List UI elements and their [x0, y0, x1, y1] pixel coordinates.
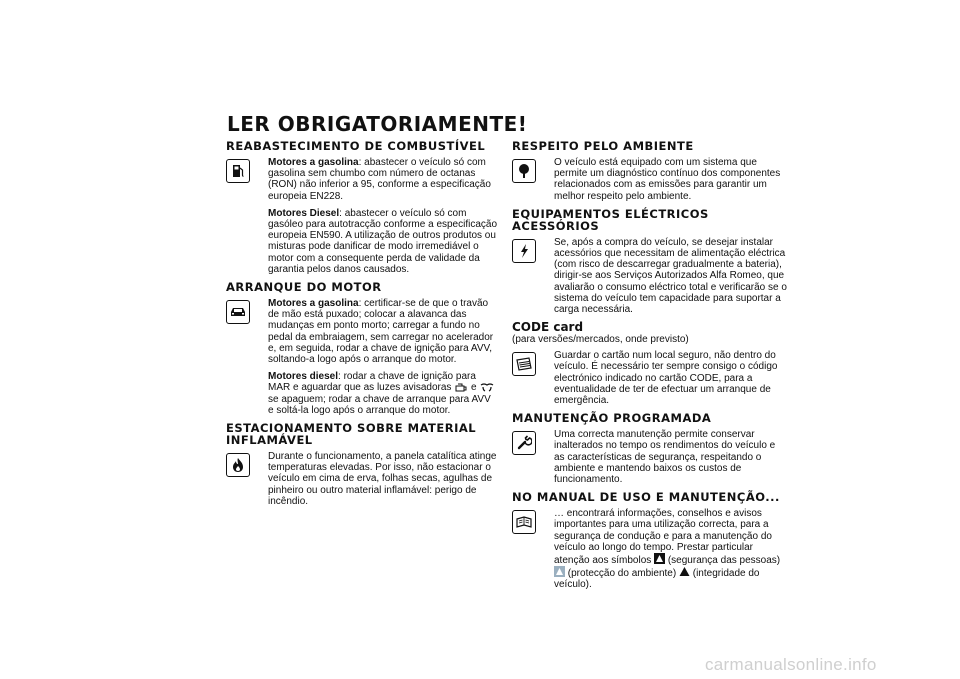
electrical-text: Se, após a compra do veículo, se desejar instalar acessórios que necessitam de alimentação eléctrica (com risco de descarregar gradualmente a bateria), dirigir-se aos Serviços Autorizados Alfa Romeo, que avaliarão o consumo eléctrico total e verificarão se o sistema do veículo tem capacidade para suportar a carga necessária. [554, 236, 787, 316]
car-icon [226, 300, 250, 324]
maintenance-heading: MANUTENÇÃO PROGRAMADA [512, 411, 712, 426]
parking-text: Durante o funcionamento, a panela catalítica atinge temperaturas elevadas. Por isso, não estacionar o veículo em cima de erva, folhas secas, agulhas de pinheiro ou outro material inflamável: perigo de incêndio. [268, 451, 497, 507]
fuel-pump-icon [226, 159, 250, 183]
safety-warning-icon [654, 553, 665, 564]
right-column [512, 140, 788, 597]
code-card-section [512, 321, 788, 412]
parking-heading: ESTACIONAMENTO SOBRE MATERIAL INFLAMÁVEL [226, 421, 477, 448]
parking-section [226, 422, 498, 513]
maintenance-text: Uma correcta manutenção permite conservar inalterados no tempo os rendimentos do veículo e as características de segurança, respeitando o ambiente e mantendo baixos os custos de funcionamento. [554, 429, 776, 486]
book-icon [512, 510, 536, 534]
environment-warning-icon [554, 566, 565, 577]
manual-heading: NO MANUAL DE USO E MANUTENÇÃO... [512, 490, 780, 505]
watermark: carmanualsonline.info [705, 655, 877, 674]
glow-plug-icon [479, 383, 497, 393]
manual-text: … encontrará informações, conselhos e avisos importantes para uma utilização correcta, para a segurança de condução e para a manutenção do veículo ao longo do tempo. Prestar particular atenção aos símbolos (segurança das pessoas) (protecção do ambiente) (integridade do veículo). [554, 508, 781, 591]
code-card-heading: CODE card [512, 320, 584, 335]
wrench-icon [512, 431, 536, 455]
electrical-heading: EQUIPAMENTOS ELÉCTRICOS ACESSÓRIOS [512, 206, 709, 233]
environment-heading: RESPEITO PELO AMBIENTE [512, 139, 694, 153]
engine-warning-icon [454, 383, 468, 393]
code-card-subheading: (para versões/mercados, onde previsto) [512, 334, 689, 346]
environment-text: O veículo está equipado com um sistema que permite um diagnóstico contínuo dos componentes relacionados com as emissões para garantir um melhor respeito pelo ambiente. [554, 157, 781, 202]
lightning-icon [512, 239, 536, 263]
tree-icon [512, 159, 536, 183]
environment-section [512, 140, 788, 208]
page-title: LER OBRIGATORIAMENTE! [227, 112, 528, 136]
start-heading: ARRANQUE DO MOTOR [226, 280, 382, 295]
fuel-diesel-text: Motores Diesel: abastecer o veículo só com gasóleo para autotracção conforme a especificação europeia EN590. A utilização de outros produtos ou misturas pode danificar de modo irremediável o motor com a consequente perda de validade da garantia pelos danos causados. [268, 207, 498, 275]
fuel-heading: REABASTECIMENTO DE COMBUSTÍVEL [226, 139, 486, 153]
left-column [226, 140, 498, 513]
vehicle-warning-icon [679, 566, 690, 577]
fire-icon [226, 453, 250, 477]
card-icon [512, 352, 536, 376]
start-petrol-text: Motores a gasolina: certificar-se de que o travão de mão está puxado; colocar a alavanca das mudanças em ponto morto; carregar a fundo no pedal da embraiagem, sem carregar no acelerador e, em seguida, rodar a chave de ignição para AVV, soltando-a logo após o arranque do motor. [268, 298, 494, 366]
fuel-petrol-text: Motores a gasolina: abastecer o veículo só com gasolina sem chumbo com número de octanas (RON) não inferior a 95, conforme a especificação europeia EN228. [268, 157, 491, 202]
start-section [226, 281, 498, 422]
electrical-section [512, 208, 788, 321]
maintenance-section [512, 412, 788, 491]
manual-section [512, 491, 788, 596]
start-diesel-text: Motores diesel: rodar a chave de ignição para MAR e aguardar que as luzes avisadoras e se apaguem; rodar a chave de arranque para AVV e soltá-la logo após o arranque do motor. [268, 371, 498, 416]
fuel-section [226, 140, 498, 281]
code-card-text: Guardar o cartão num local seguro, não dentro do veículo. É necessário ter sempre consigo o código electrónico indicado no cartão CODE, para a eventualidade de ter de efectuar um arranque de emergência. [554, 350, 778, 407]
